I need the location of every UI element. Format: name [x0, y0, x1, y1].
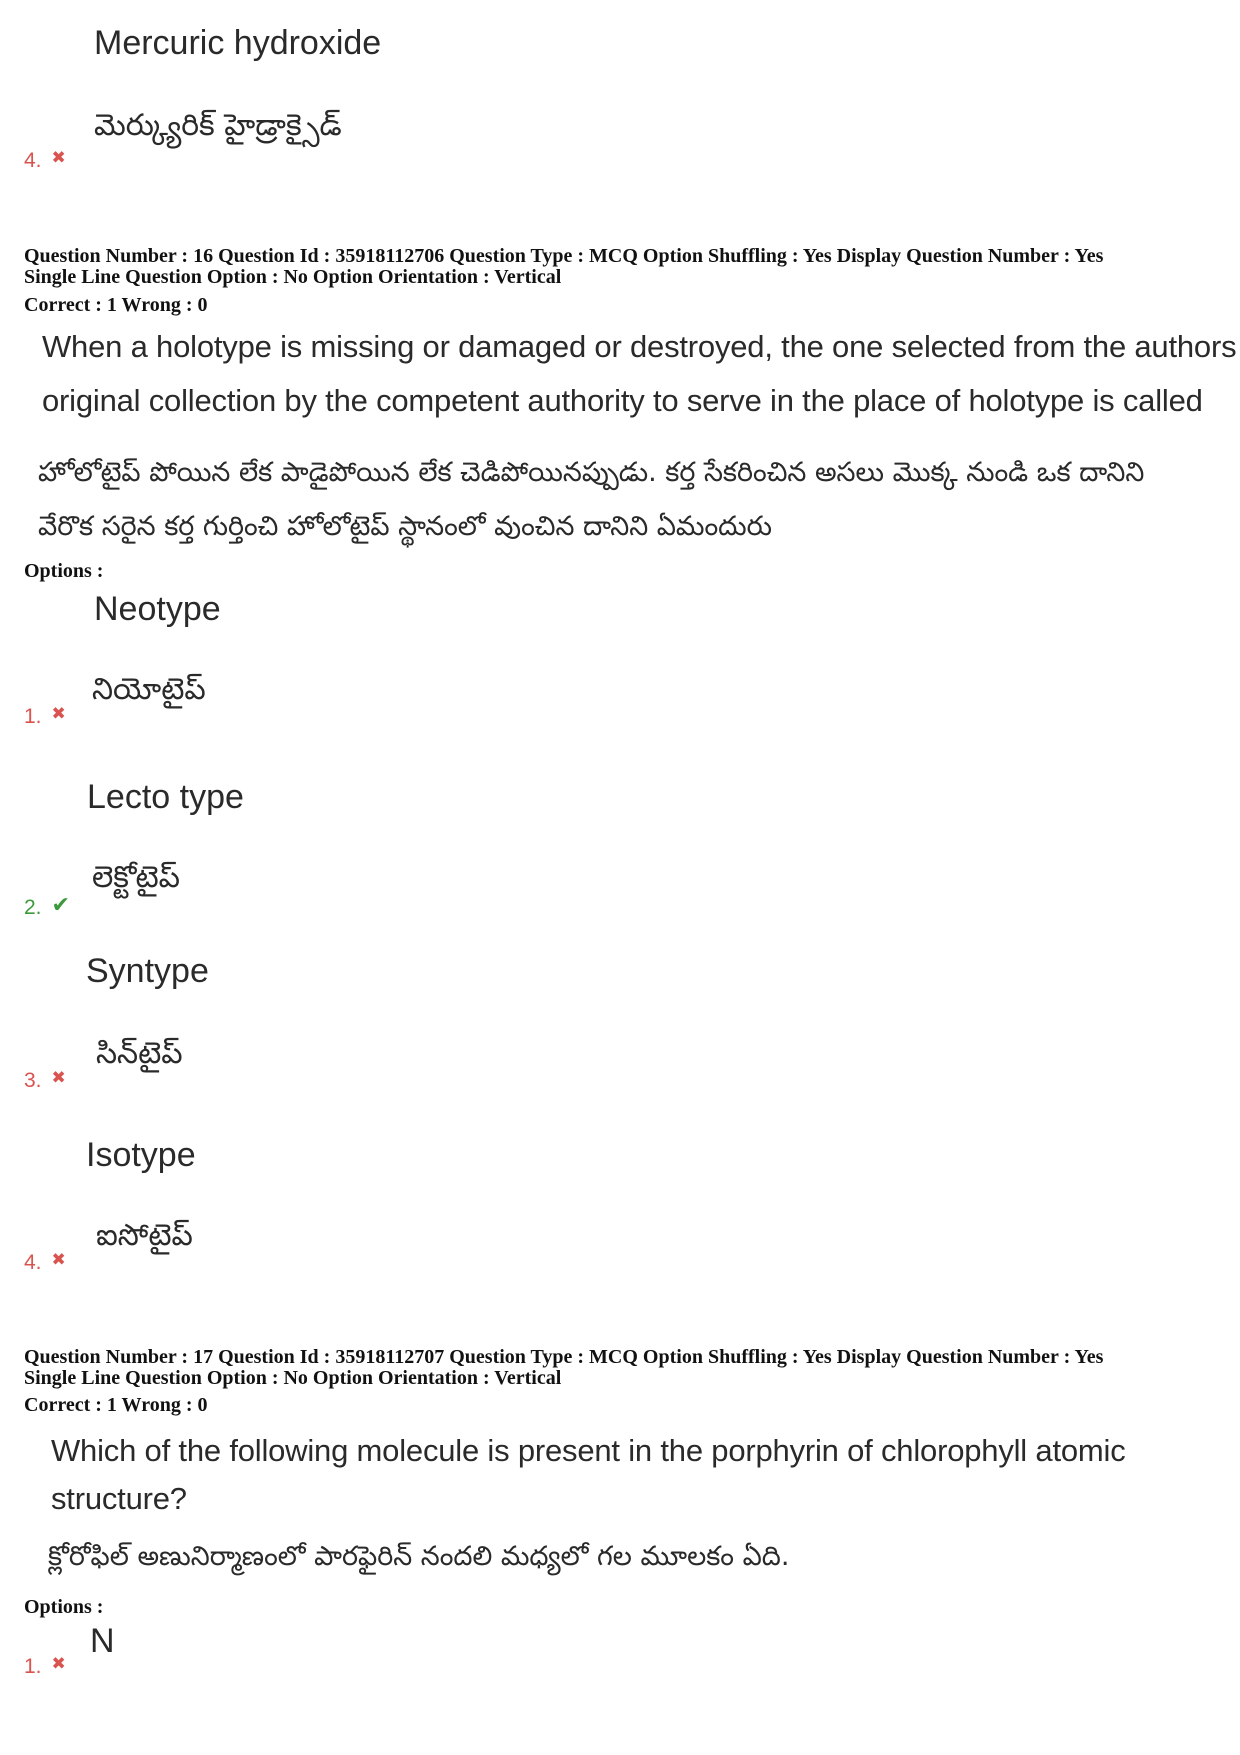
q17-text-en-1: Which of the following molecule is present in the porphyrin of chlorophyll atomic [51, 1433, 1126, 1468]
cross-icon: ✖ [51, 148, 66, 167]
option-number: 3. [24, 1069, 42, 1092]
prev-option-4-number-row [24, 148, 66, 173]
prev-option-4-telugu: మెర్క్యురిక్ హైడ్రాక్సైడ్ [94, 108, 342, 143]
option-number: 4. [24, 149, 42, 172]
q16-option-1-number-row [24, 704, 66, 729]
q16-meta-line2: Single Line Question Option : No Option Orientation : Vertical [24, 266, 562, 288]
prev-option-4-english: Mercuric hydroxide [94, 24, 382, 62]
q16-option-4-telugu: ఐసోటైప్ [96, 1218, 193, 1253]
q17-text-en-2: structure? [51, 1481, 187, 1516]
q16-option-3-number-row [24, 1068, 66, 1093]
q16-marks: Correct : 1 Wrong : 0 [24, 294, 208, 316]
check-icon: ✔ [51, 892, 70, 917]
q16-text-en-1: When a holotype is missing or damaged or destroyed, the one selected from the authors [42, 329, 1237, 364]
q16-options-label: Options : [24, 560, 104, 582]
q16-option-1-telugu: నియోటైప్ [92, 672, 206, 707]
cross-icon: ✖ [51, 1654, 66, 1673]
q17-text-te-1: క్లోరోఫిల్ అణునిర్మాణంలో పారఫైరిన్ నందలి మధ్యలో గల మూలకం ఏది. [48, 1541, 790, 1572]
cross-icon: ✖ [51, 1068, 66, 1087]
q16-text-en-2: original collection by the competent authority to serve in the place of holotype is called [42, 383, 1203, 418]
q16-option-1-english: Neotype [94, 590, 221, 628]
q16-option-4-english: Isotype [86, 1136, 196, 1174]
q17-meta-line2: Single Line Question Option : No Option Orientation : Vertical [24, 1367, 562, 1389]
cross-icon: ✖ [51, 1250, 66, 1269]
q16-option-4-number-row [24, 1250, 66, 1275]
q16-option-3-english: Syntype [86, 952, 209, 990]
q16-option-2-telugu: లెక్టోటైప్ [92, 860, 180, 895]
q17-meta-line1: Question Number : 17 Question Id : 35918112707 Question Type : MCQ Option Shuffling : Yes Display Question Number : Yes [24, 1346, 1104, 1368]
q16-text-te-1: హోలోటైప్ పోయిన లేక పాడైపోయిన లేక చెడిపోయినప్పుడు. కర్త సేకరించిన అసలు మొక్క నుండి ఒక దానిని [38, 457, 1145, 488]
cross-icon: ✖ [51, 704, 66, 723]
q16-option-2-english: Lecto type [87, 778, 244, 816]
q17-option-1-english: N [90, 1622, 115, 1660]
option-number: 2. [24, 896, 42, 919]
q17-options-label: Options : [24, 1596, 104, 1618]
q17-option-1-number-row [24, 1654, 66, 1679]
q16-meta-line1: Question Number : 16 Question Id : 35918112706 Question Type : MCQ Option Shuffling : Yes Display Question Number : Yes [24, 245, 1104, 267]
q16-option-3-telugu: సిన్‌టైప్ [96, 1036, 183, 1071]
q16-text-te-2: వేరొక సరైన కర్త గుర్తించి హోలోటైప్ స్థానంలో వుంచిన దానిని ఏమందురు [38, 511, 772, 542]
option-number: 1. [24, 1655, 42, 1678]
q17-marks: Correct : 1 Wrong : 0 [24, 1394, 208, 1416]
option-number: 4. [24, 1251, 42, 1274]
option-number: 1. [24, 705, 42, 728]
q16-option-2-number-row [24, 892, 70, 920]
